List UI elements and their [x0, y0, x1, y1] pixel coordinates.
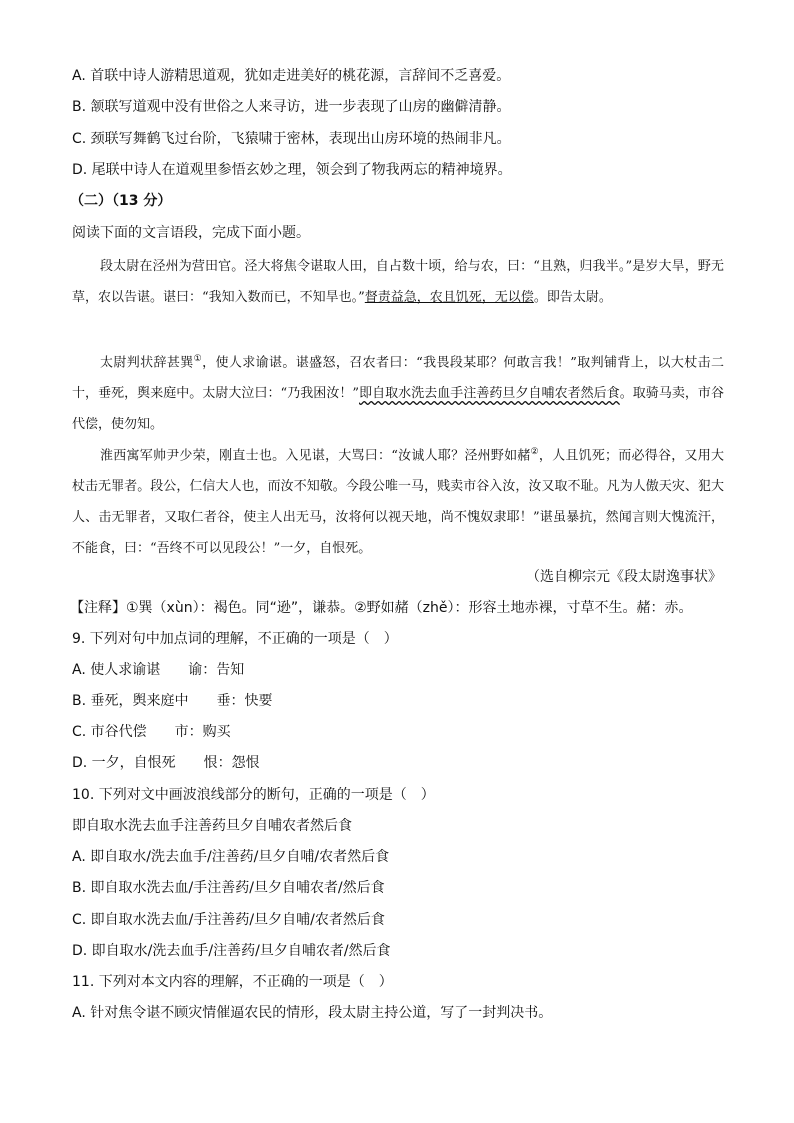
q8-option-c: C. 颈联写舞鹤飞过台阶，飞猿啸于密林，表现出山房环境的热闹非凡。	[72, 131, 511, 147]
passage-paragraph-2: 太尉判状辞甚巽①，使人求谕谌。谌盛怒，召农者曰：“我畏段某耶？何敢言我！”取判铺背上，以大杖击二十，垂死，舆来庭中。太尉大泣曰：“乃我困汝！”即自取水洗去血手注善药旦夕自哺农者然后食。取骑马卖，市谷代偿，使勿知。	[72, 354, 724, 433]
section-header: （二）（13 分）	[70, 193, 172, 209]
note-marker-1: ①	[193, 354, 203, 364]
q9-option-d: D. 一夕，自恨死 恨：怨恨	[72, 755, 260, 771]
passage-paragraph-3: 淮西寓军帅尹少荣，刚直士也。入见谌，大骂曰：“汝诚人耶？泾州野如赭②，人且饥死；而必得谷，又用大杖击无罪者。段公，仁信大人也，而汝不知敬。今段公唯一马，贱卖市谷入汝，汝又取不耻。凡为人傲天灾、犯大人、击无罪者，又取仁者谷，使主人出无马，汝将何以视天地，尚不愧奴隶耶！”谌虽暴抗，然闻言则大愧流汗，不能食，曰：“吾终不可以见段公！”一夕，自恨死。	[72, 447, 724, 557]
q10-stem: 10. 下列对文中画波浪线部分的断句，正确的一项是（ ）	[72, 787, 435, 803]
q8-option-d: D. 尾联中诗人在道观里参悟玄妙之理，领会到了物我两忘的精神境界。	[72, 162, 512, 178]
q8-option-a: A. 首联中诗人游精思道观，犹如走进美好的桃花源，言辞间不乏喜爱。	[72, 68, 511, 84]
q10-option-b: B. 即自取水洗去血/手注善药/旦夕自哺农者/然后食	[72, 880, 385, 896]
q9-option-a: A. 使人求谕谌 谕：告知	[72, 662, 245, 678]
passage-paragraph-1: 段太尉在泾州为营田官。泾大将焦令谌取人田，自占数十顷，给与农，曰：“且熟，归我半。”是岁大旱，野无草，农以告谌。谌曰：“我知入数而已，不知旱也。”督责益急，农且饥死，无以偿。即告太尉。	[72, 259, 724, 305]
q9-stem: 9. 下列对句中加点词的理解，不正确的一项是（ ）	[72, 631, 398, 647]
q8-option-b: B. 颔联写道观中没有世俗之人来寻访，进一步表现了山房的幽僻清静。	[72, 99, 511, 115]
reading-instruction: 阅读下面的文言语段，完成下面小题。	[72, 225, 310, 241]
wavy-underlined-sentence: 即自取水洗去血手注善药旦夕自哺农者然后食	[359, 386, 620, 402]
q11-option-a: A. 针对焦令谌不顾灾情催逼农民的情形，段太尉主持公道，写了一封判决书。	[72, 1005, 553, 1021]
q9-option-c: C. 市谷代偿 市：购买	[72, 724, 231, 740]
underlined-sentence: 督责益急，农且饥死，无以偿	[364, 290, 534, 305]
q10-option-a: A. 即自取水/洗去血手/注善药/旦夕自哺/农者然后食	[72, 849, 390, 865]
note-marker-2: ②	[530, 447, 539, 457]
annotation-notes: 【注释】①巽（xùn）：褐色。同“逊”，谦恭。②野如赭（zhě）：形容土地赤裸，寸草不生。赭：赤。	[70, 600, 693, 616]
passage-source: （选自柳宗元《段太尉逸事状》	[526, 569, 722, 585]
q10-option-d: D. 即自取水/洗去血手/注善药/旦夕自哺农者/然后食	[72, 943, 391, 959]
q9-option-b: B. 垂死，舆来庭中 垂：快要	[72, 693, 273, 709]
q10-option-c: C. 即自取水洗去血/手注善药/旦夕自哺/农者然后食	[72, 912, 385, 928]
q10-sentence: 即自取水洗去血手注善药旦夕自哺农者然后食	[72, 818, 352, 834]
q11-stem: 11. 下列对本文内容的理解，不正确的一项是（ ）	[72, 974, 393, 990]
